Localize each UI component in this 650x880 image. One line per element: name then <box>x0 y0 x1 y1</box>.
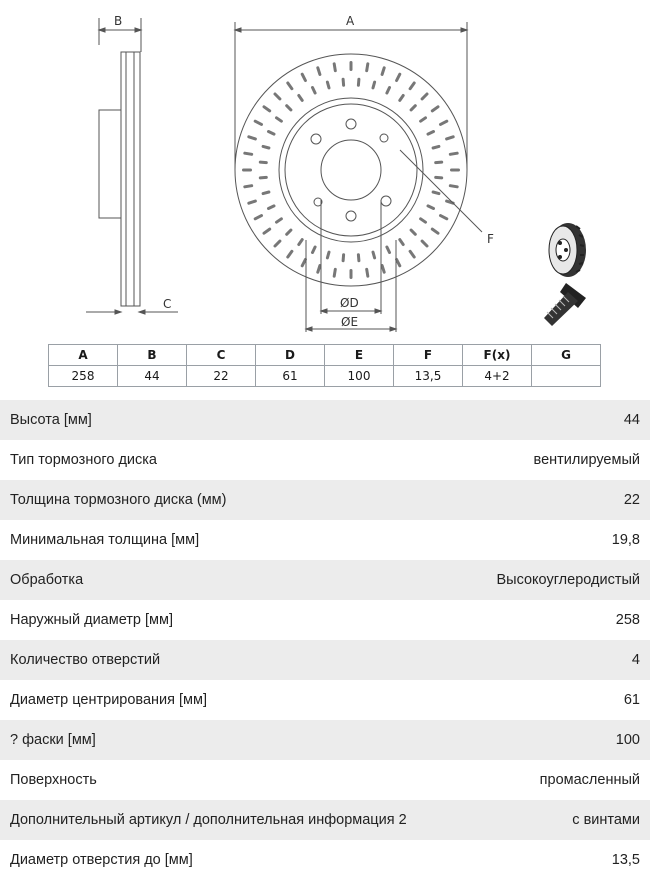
brake-disc-front-view-icon <box>235 22 482 332</box>
spec-value: вентилируемый <box>533 452 640 468</box>
spec-value: 44 <box>623 412 640 428</box>
cooling-slot <box>433 192 439 194</box>
spec-value: с винтами <box>572 812 640 828</box>
spec-value: промасленный <box>539 772 640 788</box>
spec-row <box>0 720 650 760</box>
cooling-slot <box>447 137 454 139</box>
dimension-header-cell: A <box>49 345 118 366</box>
dimension-label-e: ØE <box>341 315 359 329</box>
cooling-slot <box>245 186 252 187</box>
technical-drawing <box>0 0 650 345</box>
dimension-label-f: F <box>487 232 494 246</box>
cooling-slot <box>327 252 329 258</box>
dimension-value-cell: 61 <box>256 366 325 387</box>
spec-label: Толщина тормозного диска (мм) <box>10 492 227 508</box>
spec-row <box>0 520 650 560</box>
dimension-header-cell: E <box>325 345 394 366</box>
cooling-slot <box>318 266 320 273</box>
dimension-table <box>48 344 601 387</box>
spec-label: Поверхность <box>10 772 97 788</box>
cooling-slot <box>450 153 457 154</box>
dimension-table-header-row <box>49 345 601 366</box>
spec-value: 19,8 <box>611 532 640 548</box>
cooling-slot <box>334 64 335 71</box>
cooling-slot <box>373 82 375 88</box>
dimension-label-c: C <box>163 297 172 311</box>
spec-label: Обработка <box>10 572 84 588</box>
dimension-label-d: ØD <box>340 296 359 310</box>
cooling-slot <box>367 64 368 71</box>
dimension-table-value-row <box>49 366 601 387</box>
cooling-slot <box>249 201 256 203</box>
spec-label: Высота [мм] <box>10 412 92 428</box>
spec-row <box>0 440 650 480</box>
dimension-header-cell: G <box>532 345 601 366</box>
cooling-slot <box>367 269 368 276</box>
spec-label: ? фаски [мм] <box>10 732 96 748</box>
cooling-slot <box>334 269 335 276</box>
cooling-slot <box>260 177 266 178</box>
cooling-slot <box>318 68 320 75</box>
dimension-header-cell: F(x) <box>463 345 532 366</box>
spec-label: Минимальная толщина [мм] <box>10 532 200 548</box>
dimension-value-cell: 100 <box>325 366 394 387</box>
dimension-header-cell: B <box>118 345 187 366</box>
cooling-slot <box>343 79 344 85</box>
dimension-value-cell: 4+2 <box>463 366 532 387</box>
spec-label: Наружный диаметр [мм] <box>10 612 174 628</box>
cooling-slot <box>327 82 329 88</box>
spec-label: Диаметр отверстия до [мм] <box>10 852 193 868</box>
dimension-label-a: A <box>346 14 355 28</box>
dimension-header-cell: F <box>394 345 463 366</box>
spec-list <box>0 400 650 880</box>
brake-disc-side-view-icon <box>86 18 178 314</box>
cooling-slot <box>358 255 359 261</box>
spec-row <box>0 480 650 520</box>
cooling-slot <box>433 146 439 148</box>
disc-screw-icon <box>544 283 586 326</box>
spec-value: 22 <box>623 492 640 508</box>
cooling-slot <box>436 177 442 178</box>
spec-value: 4 <box>631 652 640 668</box>
spec-row <box>0 800 650 840</box>
dimension-value-cell <box>532 366 601 387</box>
spec-label: Дополнительный артикул / дополнительная информация 2 <box>10 812 407 828</box>
spec-row <box>0 640 650 680</box>
dimension-label-b: B <box>114 14 123 28</box>
cooling-slot <box>358 79 359 85</box>
spec-label: Тип тормозного диска <box>10 452 157 468</box>
cooling-slot <box>436 162 442 163</box>
spec-value: 13,5 <box>611 852 640 868</box>
spec-row <box>0 600 650 640</box>
cooling-slot <box>382 68 384 75</box>
spec-value: 258 <box>615 612 640 628</box>
cooling-slot <box>343 255 344 261</box>
brake-disc-3d-icon <box>549 223 586 277</box>
cooling-slot <box>263 192 269 194</box>
cooling-slot <box>263 146 269 148</box>
spec-row <box>0 560 650 600</box>
dimension-value-cell: 258 <box>49 366 118 387</box>
dimension-value-cell: 22 <box>187 366 256 387</box>
spec-value: 61 <box>623 692 640 708</box>
cooling-slot <box>249 137 256 139</box>
dimension-value-cell: 44 <box>118 366 187 387</box>
spec-label: Количество отверстий <box>10 652 161 668</box>
cooling-slot <box>382 266 384 273</box>
spec-row <box>0 400 650 440</box>
cooling-slot <box>260 162 266 163</box>
spec-row <box>0 760 650 800</box>
cooling-slot <box>245 153 252 154</box>
spec-row <box>0 840 650 880</box>
spec-value: 100 <box>615 732 640 748</box>
cooling-slot <box>450 186 457 187</box>
dimension-header-cell: D <box>256 345 325 366</box>
spec-row <box>0 680 650 720</box>
spec-value: Высокоуглеродистый <box>496 572 640 588</box>
dimension-header-cell: C <box>187 345 256 366</box>
cooling-slot <box>373 252 375 258</box>
dimension-value-cell: 13,5 <box>394 366 463 387</box>
spec-label: Диаметр центрирования [мм] <box>10 692 208 708</box>
